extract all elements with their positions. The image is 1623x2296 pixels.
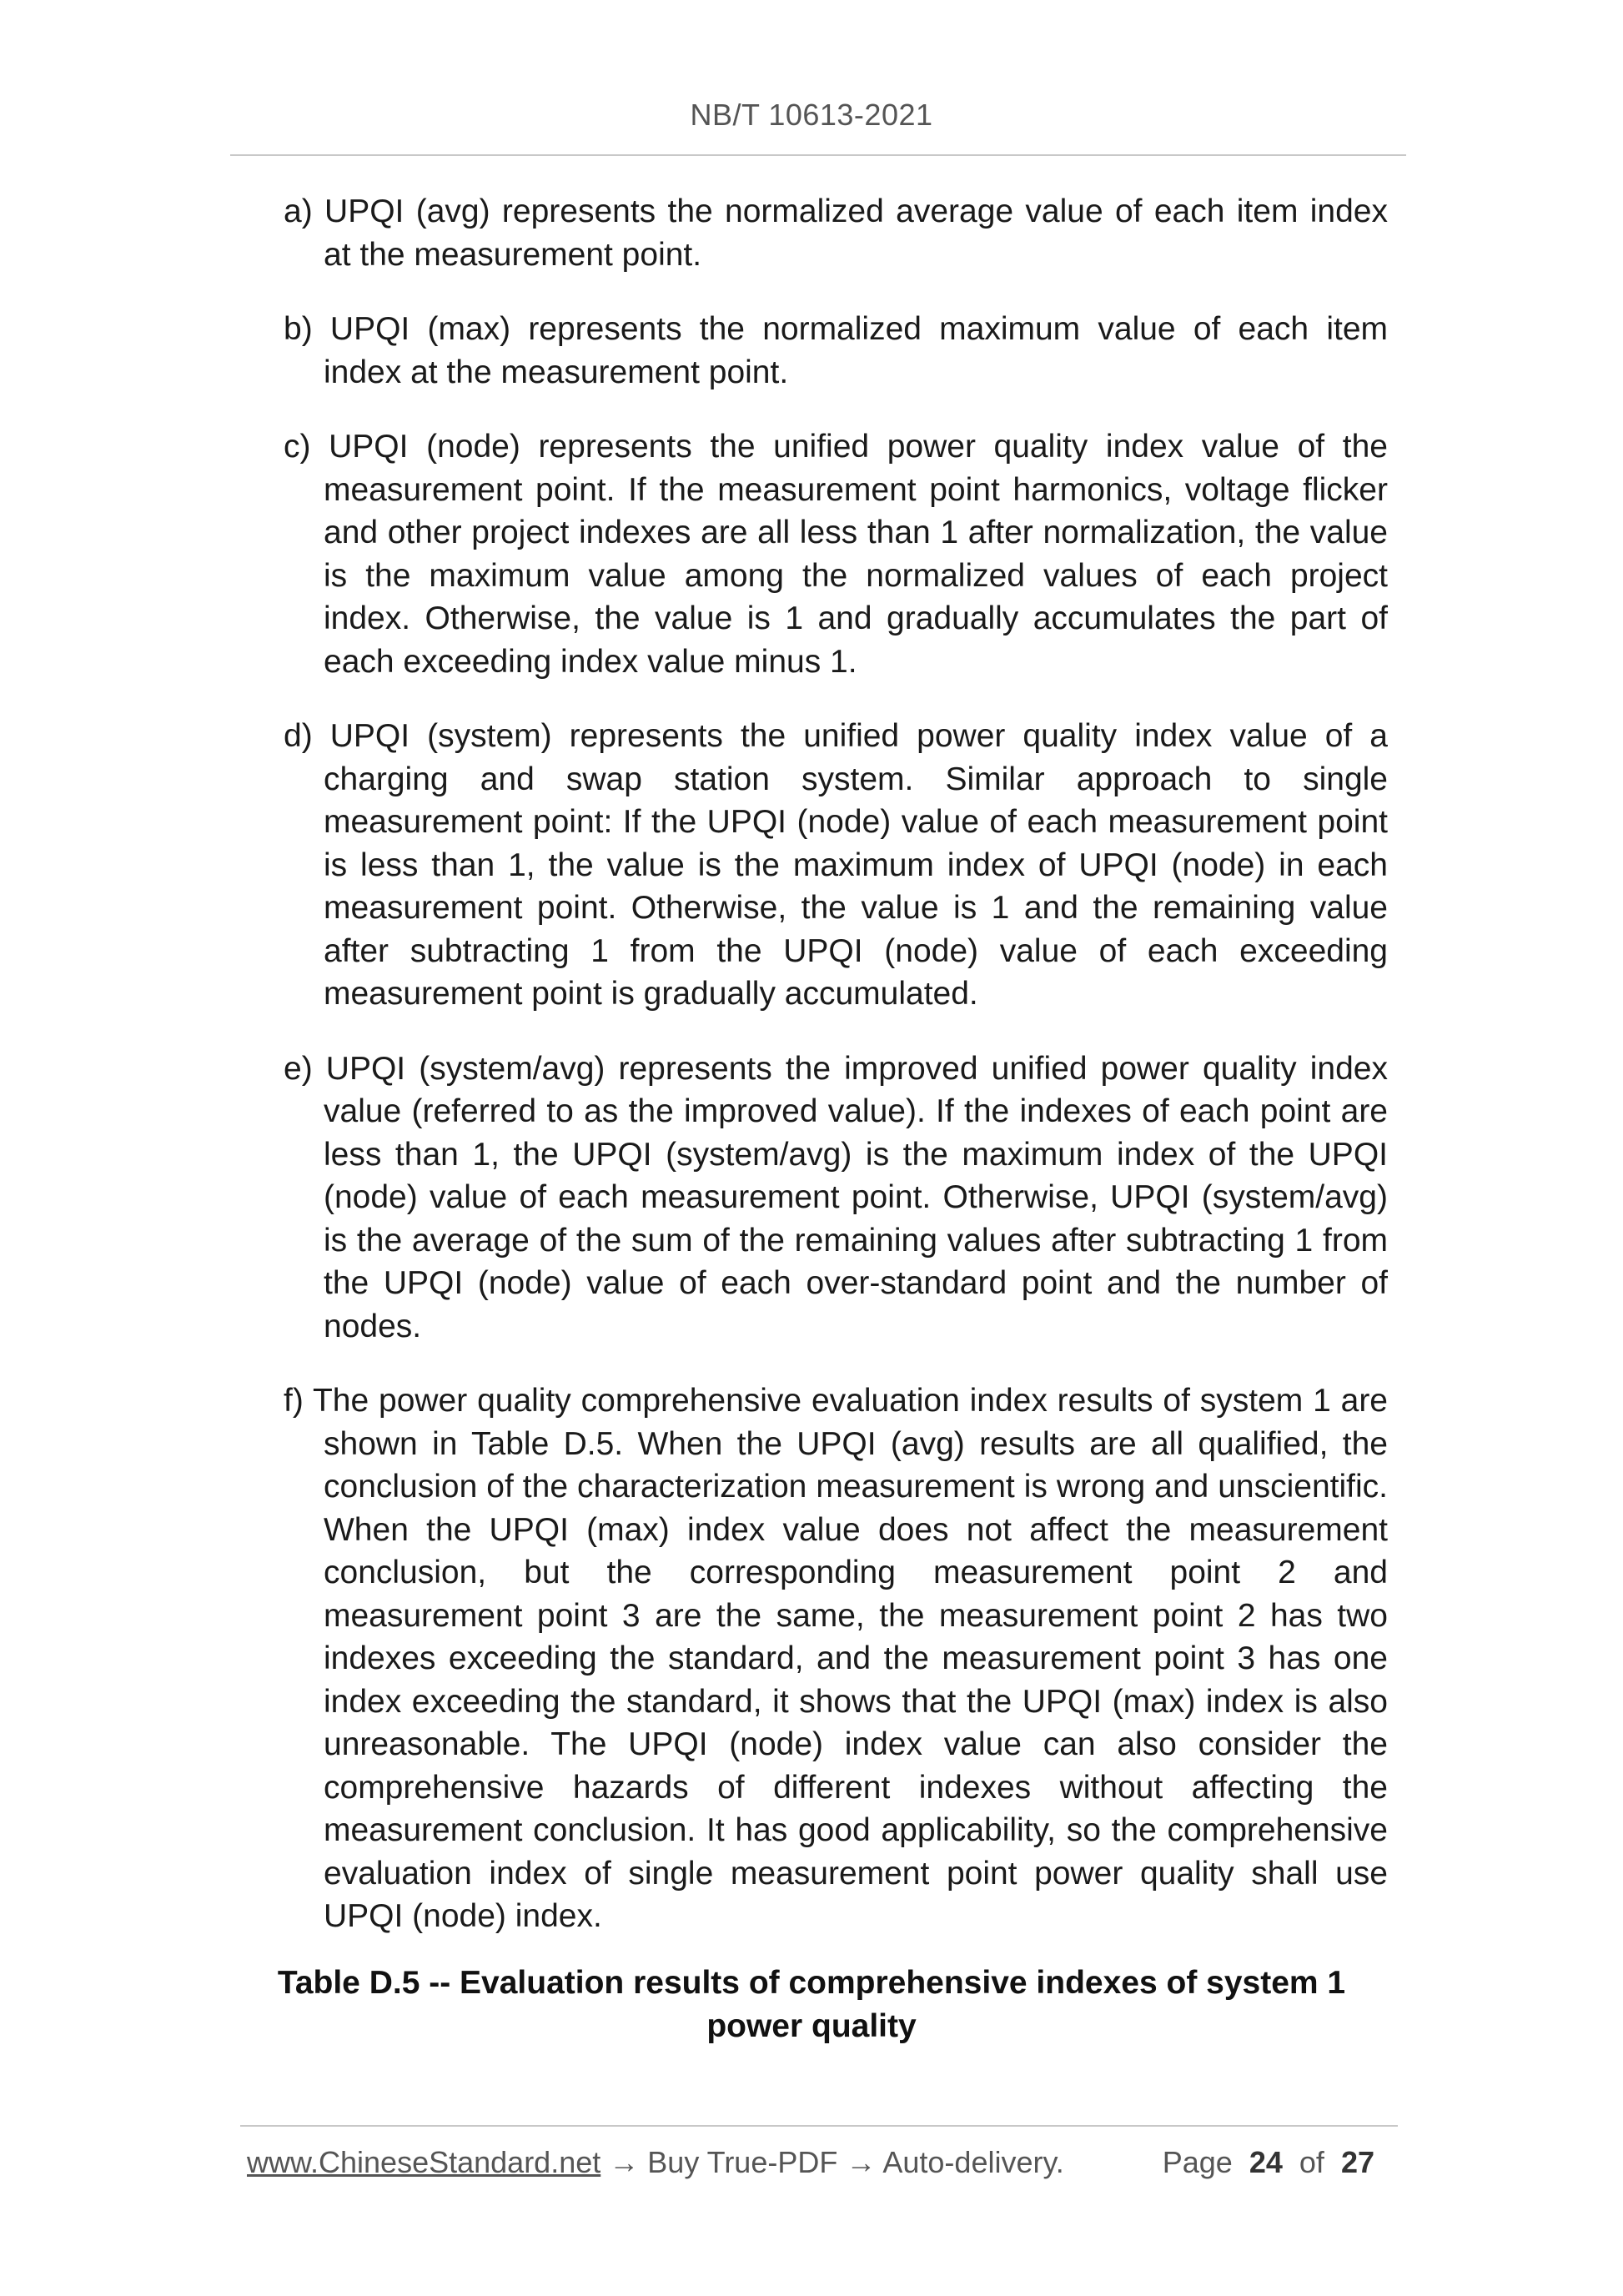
body-content bbox=[284, 190, 1388, 1970]
list-item-text: UPQI (system/avg) represents the improved unified power quality index value (referred to as the improved value). If the indexes of each point are less than 1, the UPQI (system/avg) is the maximum index of the UPQI (node) value of each measurement point. Otherwise, UPQI (system/avg) is the average of the sum of the remaining values after subtracting 1 from the UPQI (node) value of each over-standard point and the number of nodes. bbox=[324, 1050, 1388, 1344]
header-divider bbox=[230, 154, 1406, 156]
footer-promo bbox=[247, 2145, 1064, 2180]
list-marker: a) bbox=[284, 193, 313, 229]
page-header bbox=[0, 98, 1623, 133]
list-marker: c) bbox=[284, 429, 311, 465]
standard-code: NB/T 10613-2021 bbox=[690, 98, 933, 132]
list-marker: f) bbox=[284, 1383, 304, 1419]
table-title-line1: Table D.5 -- Evaluation results of comprehensive indexes of system 1 bbox=[277, 1965, 1346, 2001]
arrow-right-icon: → bbox=[609, 2145, 640, 2179]
list-item-text: The power quality comprehensive evaluation index results of system 1 are shown in Table D.5. When the UPQI (avg) results are all qualified, the conclusion of the characterization measurement is wrong and unscientific. When the UPQI (max) index value does not affect the measurement conclusion, but the corresponding measurement point 2 and measurement point 3 are the same, the measurement point 2 has two indexes exceeding the standard, and the measurement point 3 has one index exceeding the standard, it shows that the UPQI (max) index is also unreasonable. The UPQI (node) index value can also consider the comprehensive hazards of different indexes without affecting the measurement conclusion. It has good applicability, so the comprehensive evaluation index of single measurement point power quality shall use UPQI (node) index. bbox=[312, 1383, 1388, 1934]
list-item-e bbox=[284, 1048, 1388, 1349]
page-number: 24 bbox=[1249, 2145, 1283, 2179]
list-item-text: UPQI (node) represents the unified power quality index value of the measurement point. If the measurement point harmonics, voltage flicker and other project indexes are all less than 1 after normalization, the value is the maximum value among the normalized values of each project index. Otherwise, the value is 1 and gradually accumulates the part of each exceeding index value minus 1. bbox=[324, 429, 1388, 680]
list-marker: b) bbox=[284, 311, 313, 347]
list-item-d bbox=[284, 715, 1388, 1016]
list-item-text: UPQI (max) represents the normalized maximum value of each item index at the measurement point. bbox=[324, 311, 1388, 390]
page-indicator bbox=[1163, 2145, 1374, 2180]
list-item-text: UPQI (avg) represents the normalized average value of each item index at the measurement point. bbox=[324, 193, 1388, 273]
table-title-line2: power quality bbox=[706, 2008, 917, 2044]
list-item-a bbox=[284, 190, 1388, 276]
list-item-c bbox=[284, 425, 1388, 683]
table-title bbox=[250, 1962, 1373, 2048]
total-pages: 27 bbox=[1340, 2145, 1374, 2179]
auto-delivery-text: Auto-delivery. bbox=[882, 2145, 1064, 2179]
list-marker: d) bbox=[284, 718, 313, 754]
page-footer bbox=[247, 2145, 1374, 2180]
footer-divider bbox=[240, 2125, 1398, 2127]
list-item-f bbox=[284, 1379, 1388, 1938]
list-item-b bbox=[284, 308, 1388, 394]
page-label: Page bbox=[1162, 2145, 1233, 2179]
buy-pdf-text: Buy True-PDF bbox=[647, 2145, 838, 2179]
arrow-right-icon: → bbox=[846, 2145, 877, 2179]
website-link[interactable]: www.ChineseStandard.net bbox=[247, 2145, 601, 2179]
list-item-text: UPQI (system) represents the unified power quality index value of a charging and swap station system. Similar approach to single measurement point: If the UPQI (node) value of each measurement point is less than 1, the value is the maximum index of UPQI (node) in each measurement point. Otherwise, the value is 1 and the remaining value after subtracting 1 from the UPQI (node) value of each exceeding measurement point is gradually accumulated. bbox=[324, 718, 1388, 1012]
list-marker: e) bbox=[284, 1050, 313, 1087]
of-label: of bbox=[1299, 2145, 1324, 2179]
